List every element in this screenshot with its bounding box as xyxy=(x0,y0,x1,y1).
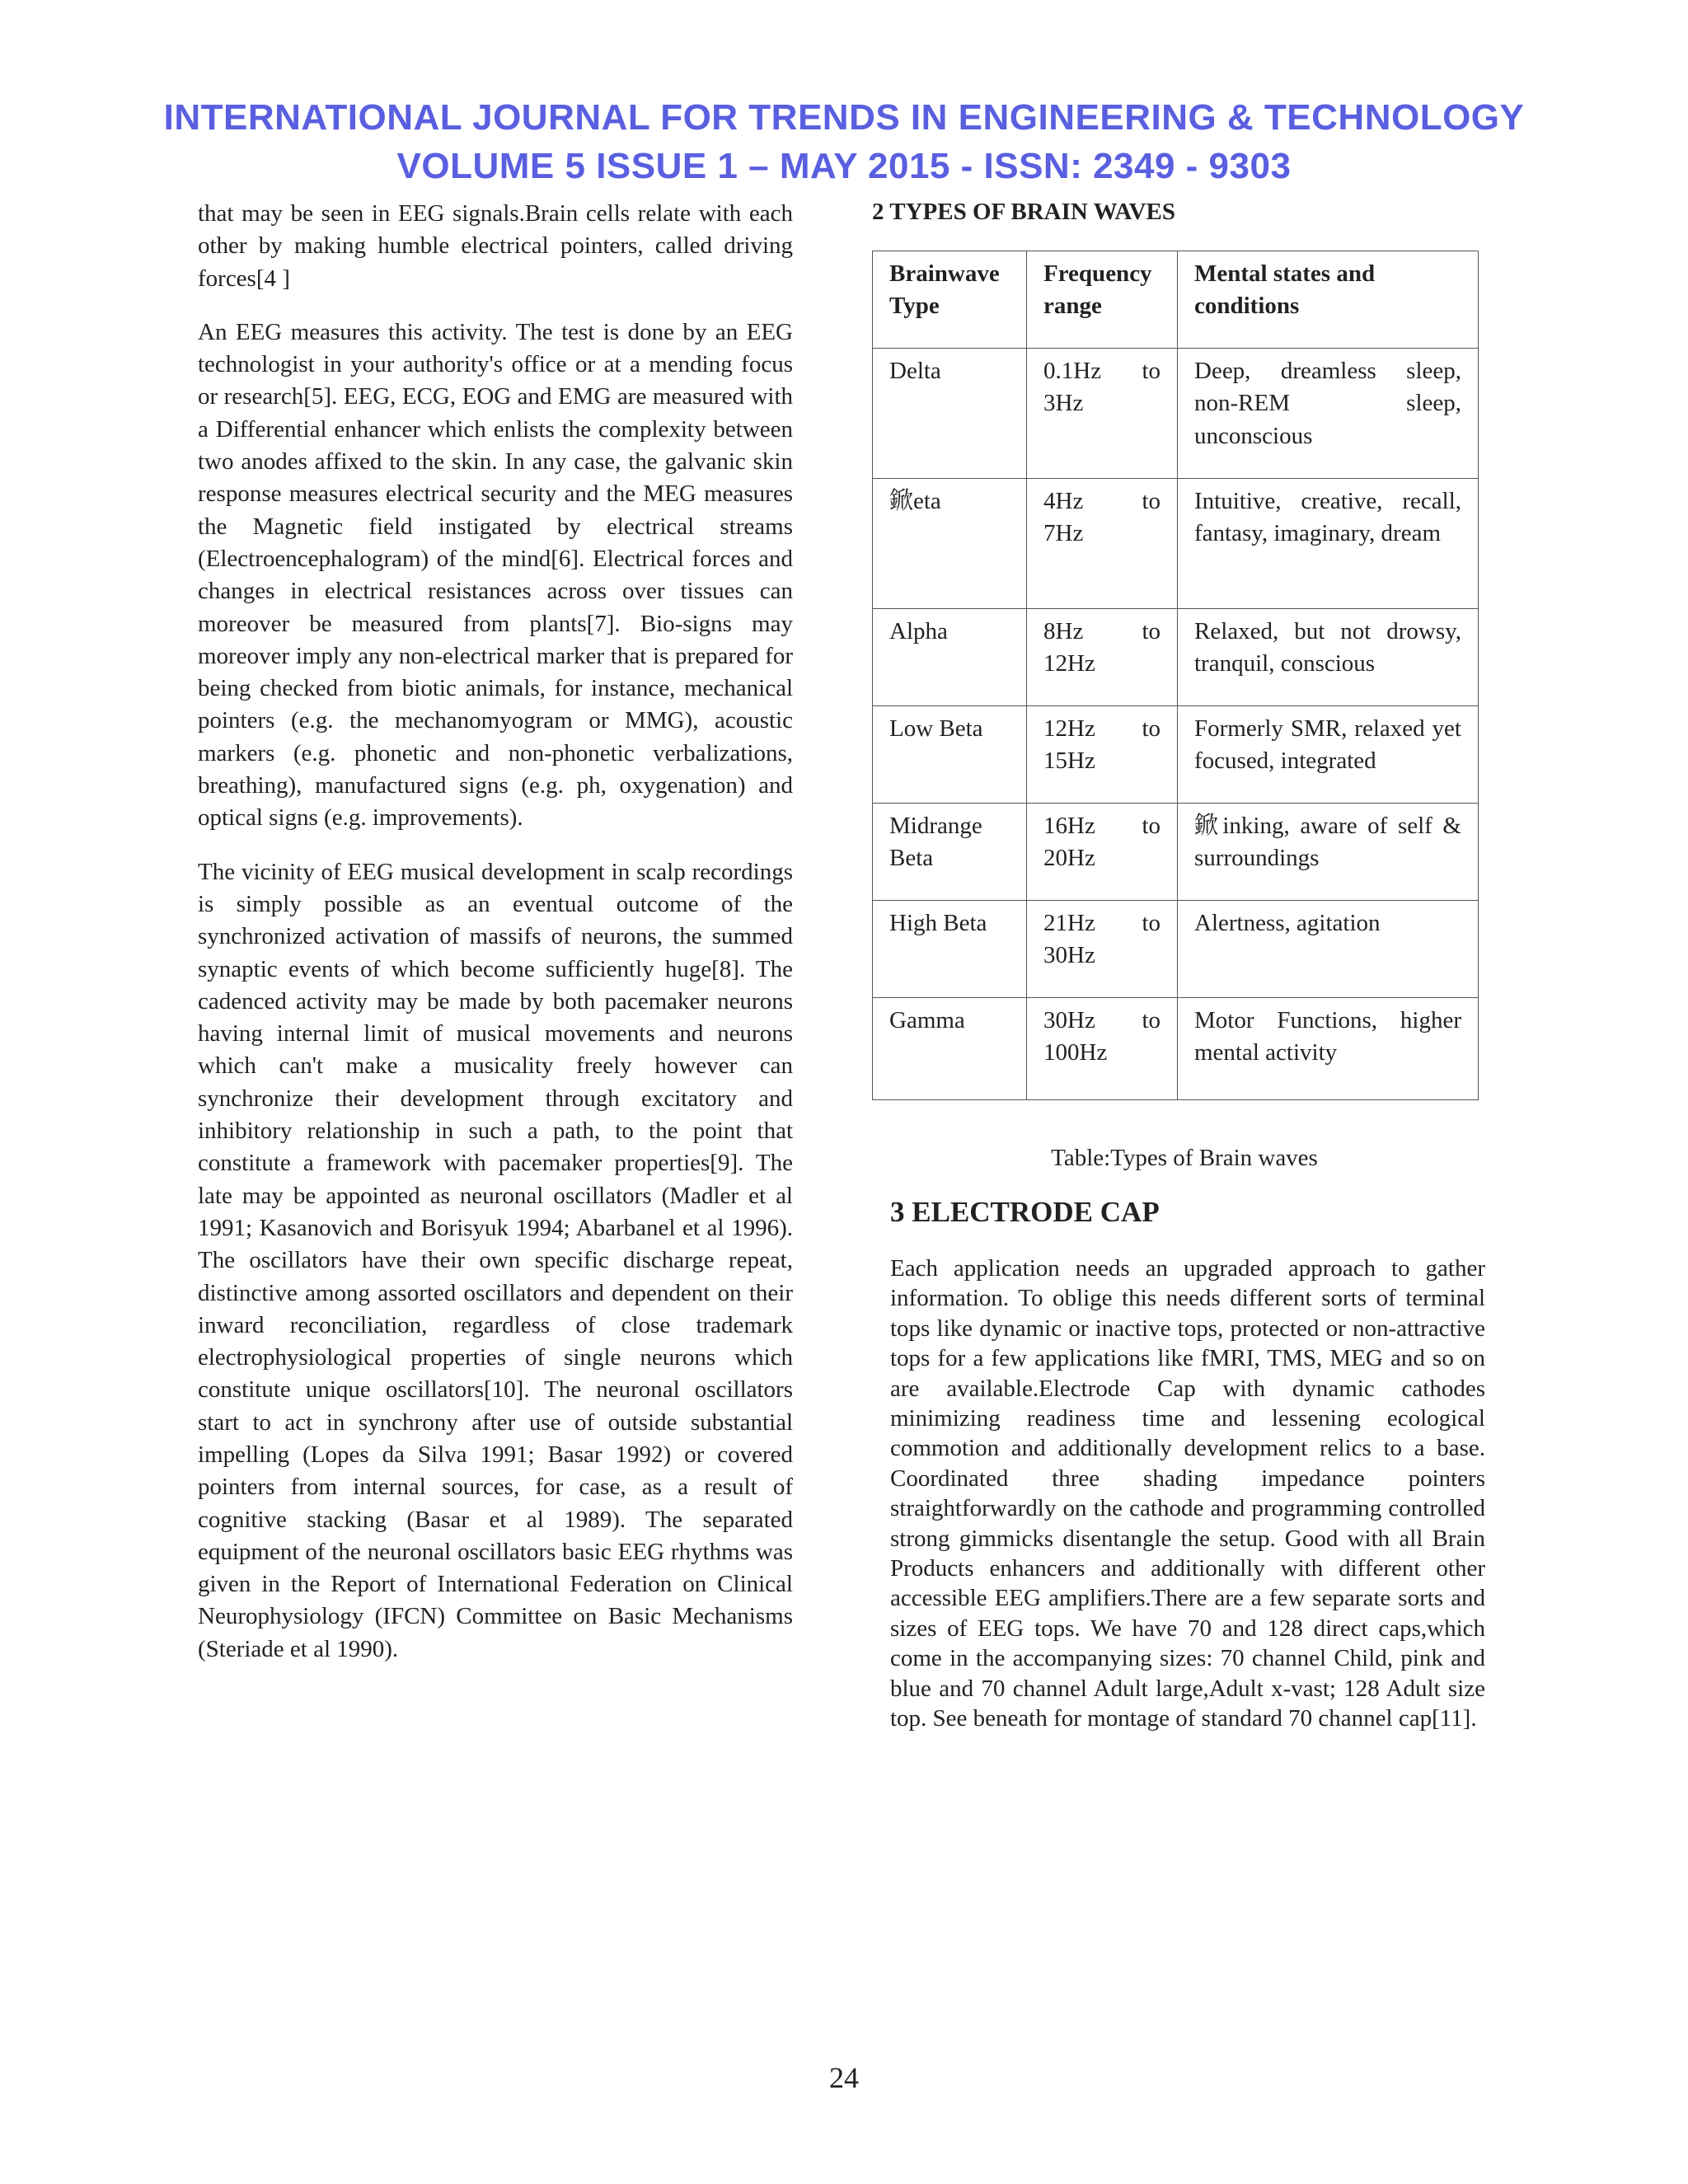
freq-to: 3Hz xyxy=(1043,390,1084,417)
journal-issue-line: VOLUME 5 ISSUE 1 – MAY 2015 - ISSN: 2349 - 9303 xyxy=(396,146,1292,186)
wave-type-cell: Low Beta xyxy=(873,706,1027,804)
frequency-cell xyxy=(1027,804,1178,901)
freq-to: 100Hz xyxy=(1043,1039,1108,1066)
freq-to-word: to xyxy=(1142,715,1160,742)
table-row xyxy=(873,998,1479,1100)
wave-type-cell: Delta xyxy=(873,349,1027,479)
frequency-cell xyxy=(1027,998,1178,1100)
wave-type-cell: High Beta xyxy=(873,901,1027,998)
freq-to-word: to xyxy=(1142,813,1160,839)
states-cell: 鍁inking, aware of self & surroundings xyxy=(1178,804,1479,901)
paragraph: that may be seen in EEG signals.Brain cells relate with each other by making humble electrical pointers, called driving forces[4 ] xyxy=(198,200,793,292)
table-row xyxy=(873,901,1479,998)
freq-to: 7Hz xyxy=(1043,520,1084,547)
freq-to-word: to xyxy=(1142,1007,1160,1033)
freq-from: 8Hz xyxy=(1043,618,1084,644)
states-cell: Motor Functions, higher mental activity xyxy=(1178,998,1479,1100)
frequency-cell xyxy=(1027,349,1178,479)
freq-to: 20Hz xyxy=(1043,845,1095,872)
header-cell: Mental states and conditions xyxy=(1178,251,1479,349)
page-number: 24 xyxy=(829,2061,859,2094)
freq-to-word: to xyxy=(1142,618,1160,644)
table-row xyxy=(873,609,1479,706)
states-cell: Relaxed, but not drowsy, tranquil, conscious xyxy=(1178,609,1479,706)
freq-to-word: to xyxy=(1142,358,1160,384)
brain-waves-table xyxy=(872,251,1479,1100)
table-caption: Table:Types of Brain waves xyxy=(1051,1145,1318,1171)
journal-title: INTERNATIONAL JOURNAL FOR TRENDS IN ENGINEERING & TECHNOLOGY xyxy=(163,97,1525,138)
frequency-cell xyxy=(1027,901,1178,998)
wave-type-cell: Midrange Beta xyxy=(873,804,1027,901)
section-3-heading: 3 ELECTRODE CAP xyxy=(890,1196,1160,1228)
freq-to-word: to xyxy=(1142,488,1160,514)
freq-from: 4Hz xyxy=(1043,488,1084,514)
freq-from: 21Hz xyxy=(1043,910,1095,936)
header-cell: Frequency range xyxy=(1027,251,1178,349)
states-cell: Formerly SMR, relaxed yet focused, integrated xyxy=(1178,706,1479,804)
header-cell: Brainwave Type xyxy=(873,251,1027,349)
freq-from: 16Hz xyxy=(1043,813,1095,839)
freq-to: 12Hz xyxy=(1043,650,1095,677)
freq-to-word: to xyxy=(1142,910,1160,936)
left-column xyxy=(198,198,793,1666)
states-cell: Alertness, agitation xyxy=(1178,901,1479,998)
freq-to: 15Hz xyxy=(1043,748,1095,775)
table-row xyxy=(873,706,1479,804)
frequency-cell xyxy=(1027,479,1178,609)
freq-from: 12Hz xyxy=(1043,715,1095,742)
wave-type-cell: 鍁eta xyxy=(873,479,1027,609)
wave-type-cell: Gamma xyxy=(873,998,1027,1100)
freq-to: 30Hz xyxy=(1043,942,1095,969)
frequency-cell xyxy=(1027,609,1178,706)
freq-from: 30Hz xyxy=(1043,1007,1095,1033)
table-row xyxy=(873,804,1479,901)
paragraph: An EEG measures this activity. The test is done by an EEG technologist in your authority's office or at a mending focus or research[5]. EEG, ECG, EOG and EMG are measured with a Differential enhancer which enlists the complexity between two anodes affixed to the skin. In any case, the galvanic skin response measures electrical security and the MEG measures the Magnetic field instigated by electrical streams (Electroencephalogram) of the mind[6]. Electrical forces and changes in electrical resistances across over tissues can moreover be measured from plants[7]. Bio-signs may moreover imply any non-electrical marker that is prepared for being checked from biotic animals, for instance, mechanical pointers (e.g. the mechanomyogram or MMG), acoustic markers (e.g. phonetic and non-phonetic verbalizations, breathing), manufactured signs (e.g. ph, oxygenation) and optical signs (e.g. improvements). xyxy=(198,318,793,832)
freq-from: 0.1Hz xyxy=(1043,358,1102,384)
section-3-body xyxy=(890,1254,1485,1734)
frequency-cell xyxy=(1027,706,1178,804)
states-cell: Deep, dreamless sleep, non-REM sleep, unconscious xyxy=(1178,349,1479,479)
table-row xyxy=(873,349,1479,479)
section-2-heading: 2 TYPES OF BRAIN WAVES xyxy=(872,199,1175,225)
states-cell: Intuitive, creative, recall, fantasy, imaginary, dream xyxy=(1178,479,1479,609)
paragraph: The vicinity of EEG musical development in scalp recordings is simply possible as an eventual outcome of the synchronized activation of massifs of neurons, the summed synaptic events of which become sufficiently huge[8]. The cadenced activity may be made by both pacemaker neurons having internal limit of musical movements and neurons which can't make a musicality freely however can synchronize their development through excitatory and inhibitory relationship in such a path, to the point that constitute a framework with pacemaker properties[9]. The late may be appointed as neuronal oscillators (Madler et al 1991; Kasanovich and Borisyuk 1994; Abarbanel et al 1996). The oscillators have their own specific discharge repeat, distinctive among assorted oscillators and dependent on their inward reconciliation, regardless of close trademark electrophysiological properties of single neurons which constitute unique oscillators[10]. The neuronal oscillators start to act in synchrony after use of outside substantial impelling (Lopes da Silva 1991; Basar 1992) or covered pointers from internal sources, for case, as a result of cognitive stacking (Basar et al 1989). The separated equipment of the neuronal oscillators basic EEG rhythms was given in the Report of International Federation on Clinical Neurophysiology (IFCN) Committee on Basic Mechanisms (Steriade et al 1990). xyxy=(198,858,793,1662)
paragraph: Each application needs an upgraded approach to gather information. To oblige this needs different sorts of terminal tops like dynamic or inactive tops, protected or non-attractive tops for a few applications like fMRI, TMS, MEG and so on are available.Electrode Cap with dynamic cathodes minimizing readiness time and lessening ecological commotion and additionally development relics to a base. Coordinated three shading impedance pointers straightforwardly on the cathode and programming controlled strong gimmicks disentangle the setup. Good with all Brain Products enhancers and additionally with different other accessible EEG amplifiers.There are a few separate sorts and sizes of EEG tops. We have 70 and 128 direct caps,which come in the accompanying sizes: 70 channel Child, pink and blue and 70 channel Adult large,Adult x-vast; 128 Adult size top. See beneath for montage of standard 70 channel cap[11]. xyxy=(890,1255,1485,1732)
table-row xyxy=(873,479,1479,609)
wave-type-cell: Alpha xyxy=(873,609,1027,706)
table-header-row xyxy=(873,251,1479,349)
